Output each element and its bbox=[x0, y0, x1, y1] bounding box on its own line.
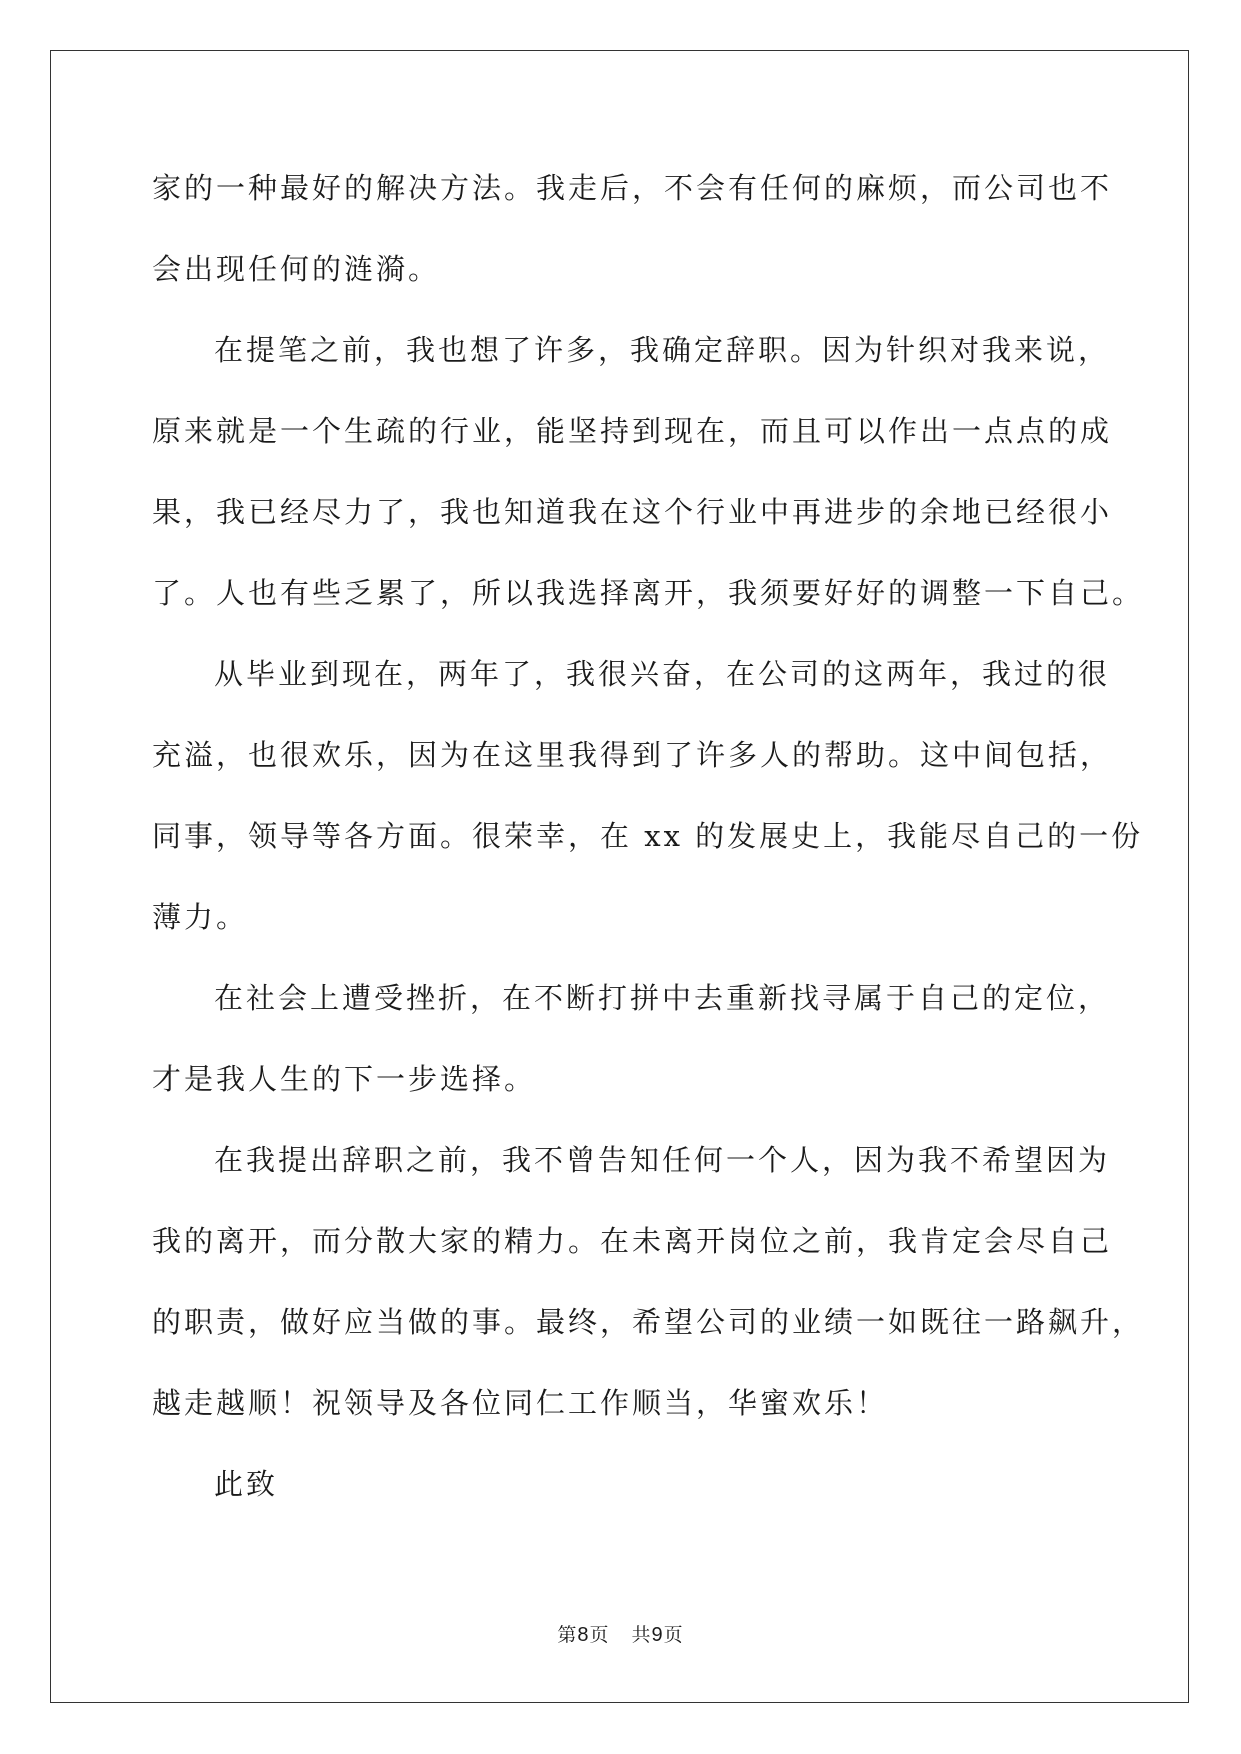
text-line: 越走越顺！祝领导及各位同仁工作顺当，华蜜欢乐！ bbox=[152, 1386, 889, 1420]
text-line: 会出现任何的涟漪。 bbox=[152, 252, 441, 286]
paragraph bbox=[152, 634, 1144, 958]
text-line: 在我提出辞职之前，我不曾告知任何一个人，因为我不希望因为 bbox=[214, 1143, 1111, 1177]
page-label-suffix: 页 bbox=[589, 1624, 610, 1646]
text-line: 在提笔之前，我也想了许多，我确定辞职。因为针织对我来说， bbox=[214, 333, 1111, 367]
text-line: 家的一种最好的解决方法。我走后，不会有任何的麻烦，而公司也不 bbox=[152, 171, 1113, 205]
paragraph bbox=[152, 310, 1145, 634]
text-line: 充溢，也很欢乐，因为在这里我得到了许多人的帮助。这中间包括， bbox=[152, 738, 1113, 772]
current-page-number: 8 bbox=[577, 1624, 590, 1646]
paragraph bbox=[152, 148, 1113, 310]
paragraph bbox=[152, 1120, 1145, 1444]
text-line: 才是我人生的下一步选择。 bbox=[152, 1062, 537, 1096]
total-label-suffix: 页 bbox=[663, 1624, 684, 1646]
text-line: 我的离开，而分散大家的精力。在未离开岗位之前，我肯定会尽自己 bbox=[152, 1224, 1113, 1258]
text-line: 原来就是一个生疏的行业，能坚持到现在，而且可以作出一点点的成 bbox=[152, 414, 1113, 448]
page-label-prefix: 第 bbox=[557, 1624, 578, 1646]
text-line: 的职责，做好应当做的事。最终，希望公司的业绩一如既往一路飙升， bbox=[152, 1305, 1145, 1339]
document-body bbox=[152, 148, 1145, 1525]
text-line: 果，我已经尽力了，我也知道我在这个行业中再进步的余地已经很小 bbox=[152, 495, 1113, 529]
paragraph bbox=[152, 1444, 1102, 1525]
total-label-prefix: 共 bbox=[631, 1624, 652, 1646]
page-footer bbox=[0, 1620, 1241, 1647]
text-line: 此致 bbox=[214, 1467, 279, 1501]
text-line: 了。人也有些乏累了，所以我选择离开，我须要好好的调整一下自己。 bbox=[152, 576, 1145, 610]
text-line: 从毕业到现在，两年了，我很兴奋，在公司的这两年，我过的很 bbox=[214, 657, 1111, 691]
paragraph bbox=[152, 958, 1111, 1120]
text-line: 薄力。 bbox=[152, 900, 249, 934]
text-line: 同事，领导等各方面。很荣幸，在 xx 的发展史上，我能尽自己的一份 bbox=[152, 819, 1144, 853]
total-page-number: 9 bbox=[651, 1624, 664, 1646]
text-line: 在社会上遭受挫折，在不断打拼中去重新找寻属于自己的定位， bbox=[214, 981, 1111, 1015]
